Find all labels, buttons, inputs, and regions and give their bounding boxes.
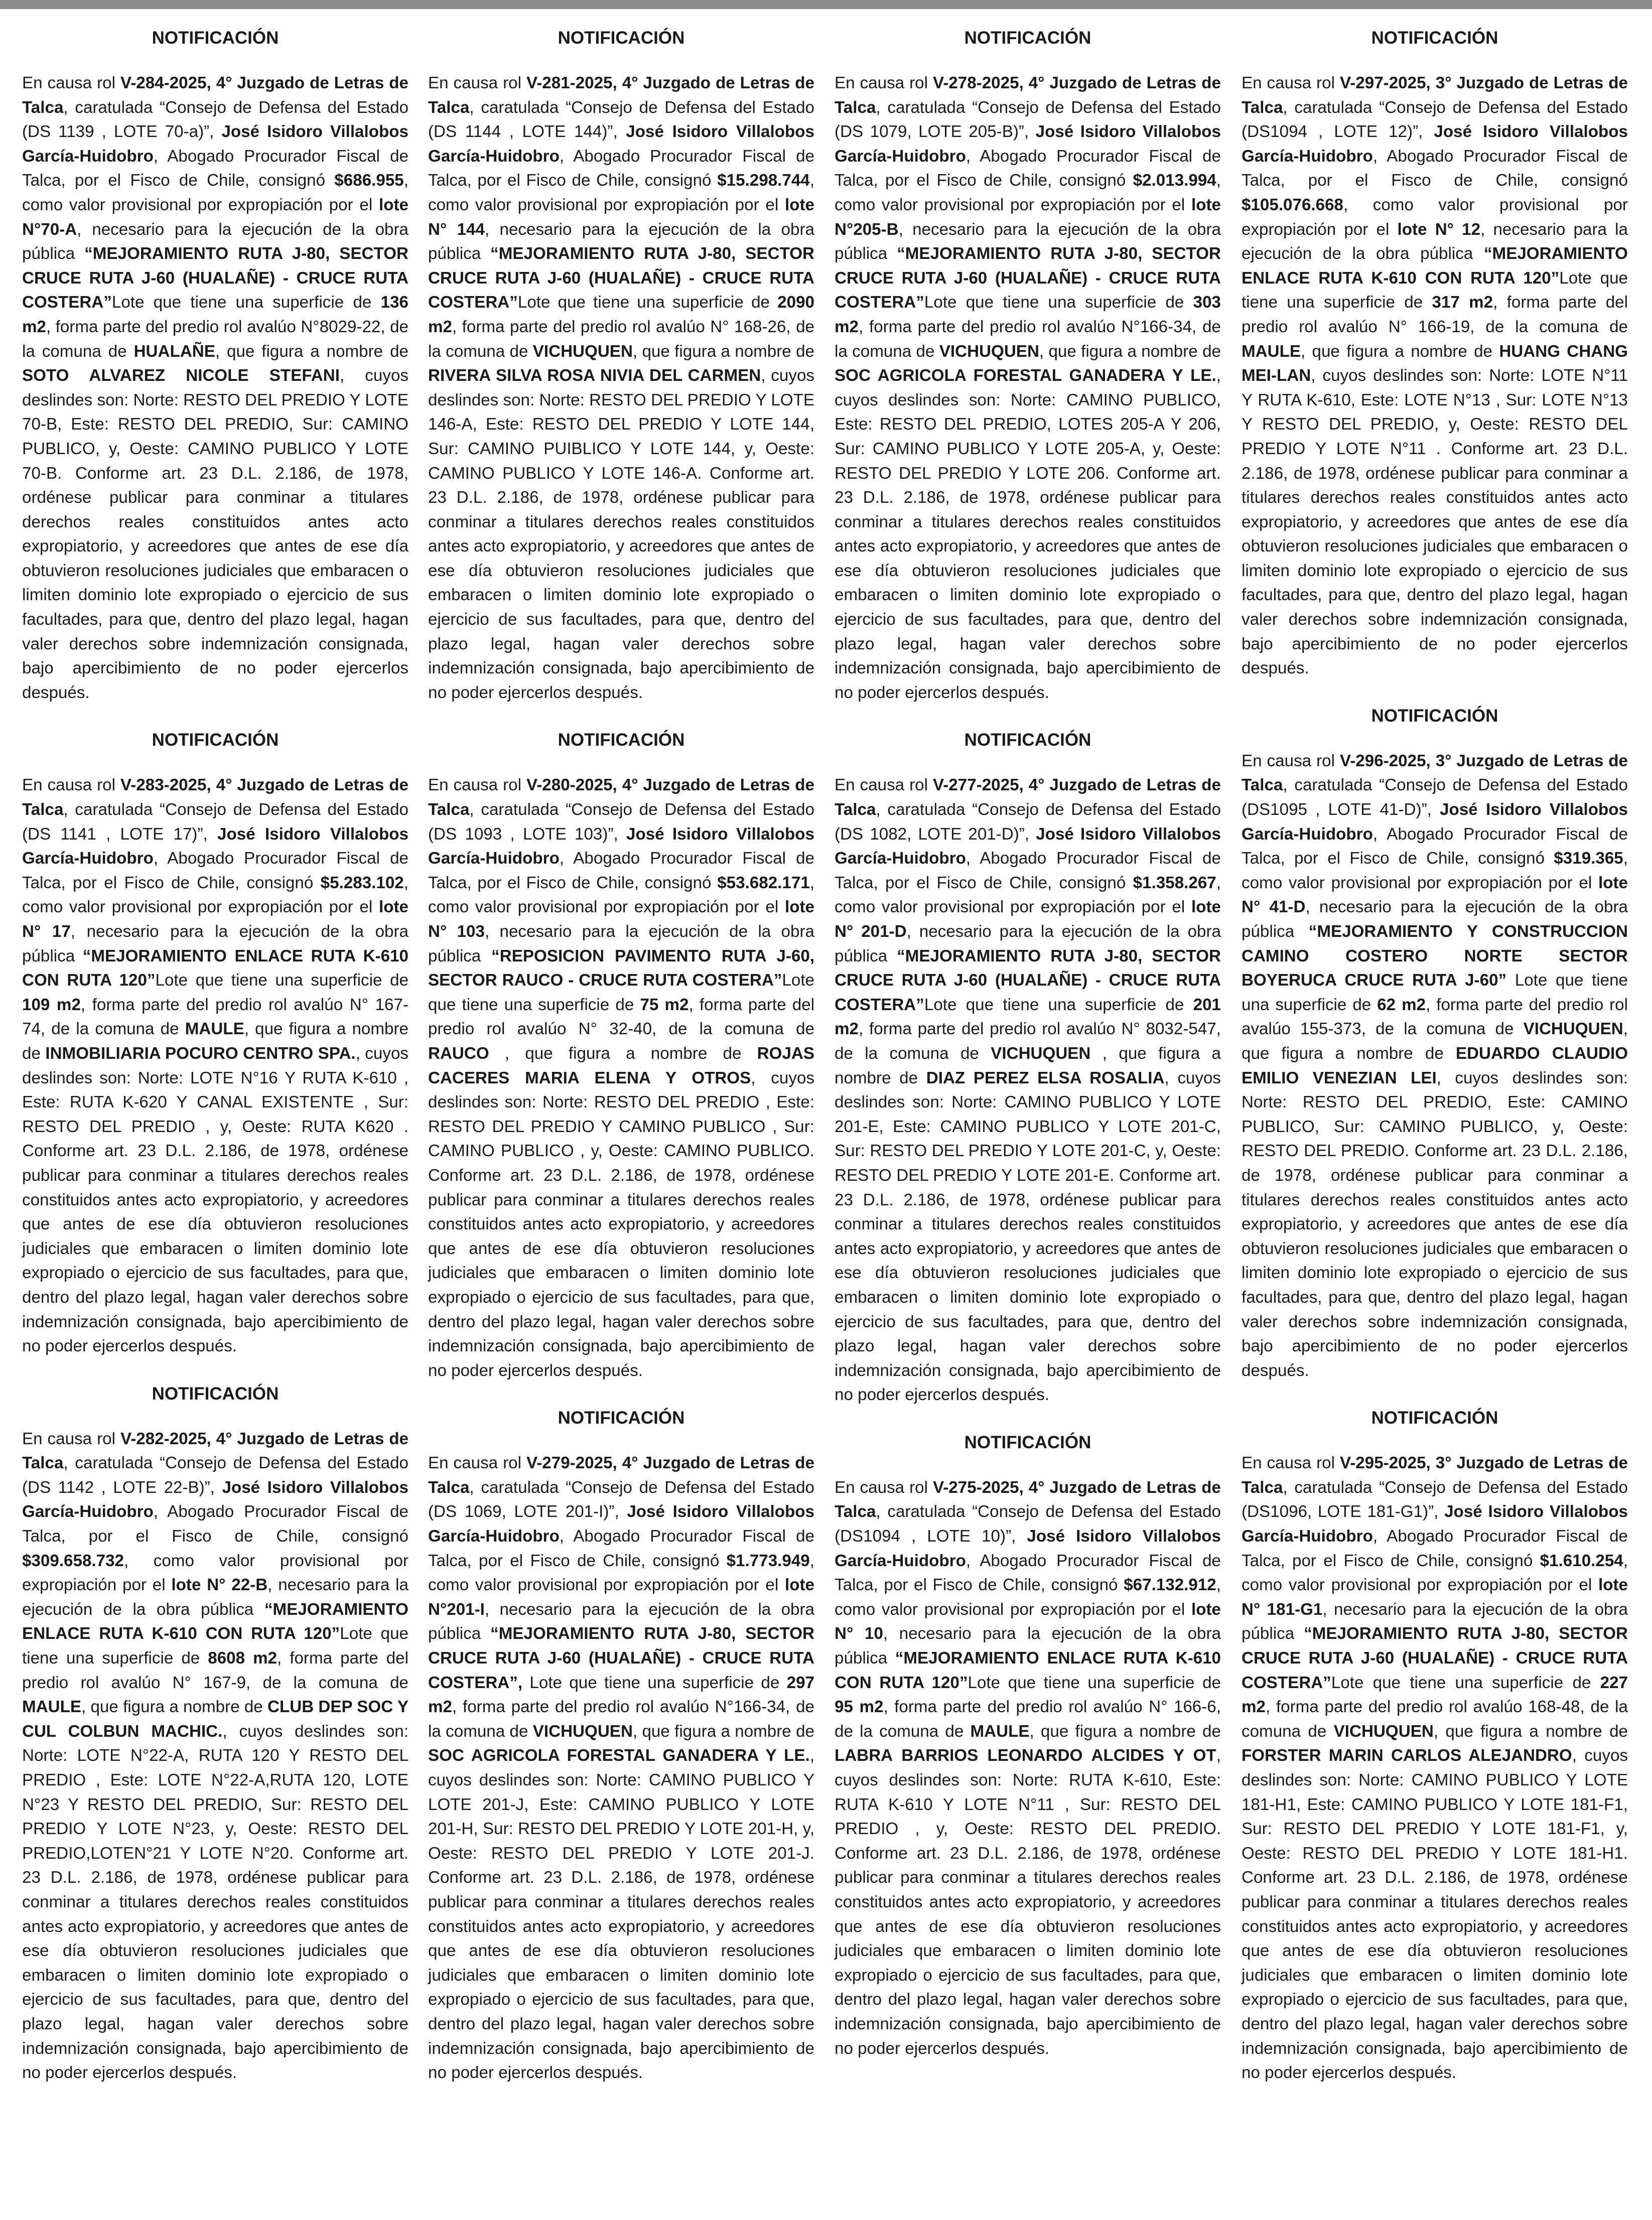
notice-text: , caratulada “Consejo de Defensa del Estado (DS 1093 , LOTE 103)”, <box>428 800 814 844</box>
notice-bold-text: $309.658.732 <box>22 1551 124 1570</box>
notice-text: , como valor provisional por expropiación por el <box>1242 849 1628 892</box>
notice-text: , necesario para la ejecución de la obra pública <box>835 220 1221 263</box>
notice-bold-text: José Isidoro Villalobos García-Huidobro <box>835 824 1221 868</box>
notice-bold-text: V-278-2025, 4° Juzgado de Letras de Talca <box>835 74 1221 117</box>
notice-bold-text: $319.365 <box>1554 849 1623 868</box>
notice-bold-text: 75 m2 <box>640 995 689 1014</box>
column-4 <box>1242 27 1628 2110</box>
notice-bold-text: José Isidoro Villalobos García-Huidobro <box>428 1502 814 1546</box>
notice-bold-text: SOC AGRICOLA FORESTAL GANADERA Y LE. <box>428 1746 810 1765</box>
notice-bold-text: $686.955 <box>334 171 404 190</box>
notice-text: , que figura a nombre de <box>632 342 814 361</box>
notice-bold-text: $105.076.668 <box>1242 195 1344 214</box>
notice-text: , como valor provisional por expropiación por el <box>1242 195 1628 239</box>
notice-bold-text: “MEJORAMIENTO RUTA J-80, SECTOR CRUCE RUTA J-60 (HUALAÑE) - CRUCE RUTA COSTERA” <box>835 244 1221 312</box>
notice-text: En causa rol <box>835 1478 933 1497</box>
notice-bold-text: FORSTER MARIN CARLOS ALEJANDRO <box>1242 1746 1572 1765</box>
notice-bold-text: RIVERA SILVA ROSA NIVIA DEL CARMEN <box>428 366 761 385</box>
notice-text: En causa rol <box>428 776 526 795</box>
notice-bold-text: $5.283.102 <box>320 873 404 892</box>
notice-bold-text: $67.132.912 <box>1124 1576 1216 1595</box>
notice-bold-text: 95 m2 <box>835 1698 884 1717</box>
notice-text: , caratulada “Consejo de Defensa del Estado (DS 1142 , LOTE 22-B)”, <box>22 1454 408 1497</box>
notice-text: , cuyos deslindes son: Norte: RESTO DEL PREDIO, Este: CAMINO PUBLICO, Sur: CAMINO PUBLICO, y, Oeste: RESTO DEL PREDIO. Conforme art. 23 D.L. 2.186, de 1978, ordénese publicar para conminar a titulares derechos reales constituidos antes acto expropiatorio, y acreedores que antes de ese día obtuvieron resoluciones judiciales que embaracen o limiten dominio lote expropiado o ejercicio de sus facultades, para que, dentro del plazo legal, hagan valer derechos sobre indemnización consignada, bajo apercibimiento de no poder ejercerlos después. <box>1242 1068 1628 1380</box>
notice-bold-text: “MEJORAMIENTO RUTA J-80, SECTOR CRUCE RUTA J-60 (HUALAÑE) - CRUCE RUTA COSTERA”, <box>428 1624 815 1692</box>
notice <box>428 1407 814 2085</box>
notice-text: Lote que tiene una superficie de <box>1242 971 1628 1014</box>
notice-bold-text: 62 m2 <box>1377 995 1426 1014</box>
notice-text: , necesario para la ejecución de la obra pública <box>22 1576 408 1619</box>
notice-text: , cuyos deslindes son: Norte: CAMINO PUBLICO Y LOTE 201-J, Este: CAMINO PUBLICO Y LOTE 201-H, Sur: RESTO DEL PREDIO Y LOTE 201-H, y, Oeste: RESTO DEL PREDIO Y LOTE 201-J. Conforme art. 23 D.L. 2.186, de 1978, ordénese publicar para conminar a titulares derechos reales constituidos antes acto expropiatorio, y acreedores que antes de ese día obtuvieron resoluciones judiciales que embaracen o limiten dominio lote expropiado o ejercicio de sus facultades, para que, dentro del plazo legal, hagan valer derechos sobre indemnización consignada, bajo apercibimiento de no poder ejercerlos después. <box>428 1746 814 2083</box>
notice-text: , forma parte del predio rol avalúo N°166-34, de la comuna de <box>835 317 1221 361</box>
notice-text: , necesario para la ejecución de la obra pública <box>835 1624 1221 1668</box>
notice-text: , que figura a nombre de <box>1433 1722 1628 1741</box>
notice-text: En causa rol <box>835 74 933 92</box>
notice-text: , que figura a nombre de <box>215 342 408 361</box>
notice-bold-text: SOTO ALVAREZ NICOLE STEFANI <box>22 366 340 385</box>
notice-body <box>835 773 1221 1407</box>
notice-body <box>835 1476 1221 2061</box>
notice-text: , forma parte del predio rol avalúo N° 8032-547, de la comuna de <box>835 1020 1221 1063</box>
notice-text: , forma parte del predio rol avalúo N°8029-22, de la comuna de <box>22 317 408 361</box>
notice-title: NOTIFICACIÓN <box>558 28 685 48</box>
notice-bold-text: HUANG CHANG MEI-LAN <box>1242 342 1628 385</box>
notice-text: , necesario para la ejecución de la obra pública <box>1242 220 1628 263</box>
notice-title: NOTIFICACIÓN <box>964 1432 1091 1452</box>
notice-bold-text: INMOBILIARIA POCURO CENTRO SPA. <box>45 1044 356 1063</box>
notice-bold-text: lote N°70-A <box>22 195 408 239</box>
notice-text: , que figura a nombre de <box>1242 1020 1628 1063</box>
notice-body <box>22 71 408 705</box>
notice-bold-text: V-295-2025, 3° Juzgado de Letras de Talca <box>1242 1454 1628 1497</box>
notice-text: En causa rol <box>428 74 526 92</box>
notice-text: , necesario para la ejecución de la obra pública <box>22 922 409 965</box>
notice-text: Lote que tiene una superficie de <box>924 293 1193 312</box>
notice-bold-text: 201 m2 <box>835 995 1221 1039</box>
notice-text: , forma parte del predio rol avalúo 155-373, de la comuna de <box>1242 995 1628 1039</box>
notice-body <box>1242 1451 1628 2085</box>
notice-text: , Abogado Procurador Fiscal de Talca, por el Fisco de Chile, consignó <box>22 147 408 190</box>
notice-bold-text: CLUB DEP SOC Y CUL COLBUN MACHIC. <box>22 1698 408 1741</box>
top-rule <box>0 0 1652 9</box>
notice-text: , necesario para la ejecución de la obra pública <box>1242 898 1628 941</box>
notice-text: , Abogado Procurador Fiscal de Talca, por el Fisco de Chile, consignó <box>835 1551 1221 1595</box>
notice-text: , forma parte del predio rol avalúo N° 167-74, de la comuna de <box>22 995 408 1039</box>
notice-bold-text: VICHUQUEN <box>532 1722 633 1741</box>
notice-text: Lote que tiene una superficie de <box>1331 1673 1600 1692</box>
notice-bold-text: $1.773.949 <box>726 1551 810 1570</box>
notice-bold-text: “MEJORAMIENTO Y CONSTRUCCION CAMINO COSTERO NORTE SECTOR BOYERUCA CRUCE RUTA J-60” <box>1242 922 1628 990</box>
notice <box>22 1383 408 2086</box>
notice-bold-text: MAULE <box>185 1020 244 1039</box>
notice-bold-text: V-275-2025, 4° Juzgado de Letras de Talca <box>835 1478 1221 1521</box>
notice-bold-text: José Isidoro Villalobos García-Huidobro <box>835 1527 1221 1570</box>
notice-bold-text: José Isidoro Villalobos García-Huidobro <box>835 122 1221 166</box>
notice-text: , caratulada “Consejo de Defensa del Estado (DS1094 , LOTE 10)”, <box>835 1502 1221 1546</box>
notice-bold-text: HUALAÑE <box>133 342 215 361</box>
notice-text: Lote que tiene una superficie de <box>517 293 778 312</box>
notice <box>428 27 814 705</box>
notice-title: NOTIFICACIÓN <box>152 28 279 48</box>
notice-body <box>835 71 1221 705</box>
notice-text: , como valor provisional por expropiación por el <box>835 171 1221 214</box>
notice-bold-text: V-297-2025, 3° Juzgado de Letras de Talca <box>1242 74 1628 117</box>
notice-text: , cuyos deslindes son: Norte: RUTA K-610, Este: RUTA K-610 Y LOTE N°11 , Sur: RESTO DEL PREDIO , y, Oeste: RESTO DEL PREDIO. Conforme art. 23 D.L. 2.186, de 1978, ordénese publicar para conminar a titulares derechos reales constituidos antes acto expropiatorio, y acreedores que antes de ese día obtuvieron resoluciones judiciales que embaracen o limiten dominio lote expropiado o ejercicio de sus facultades, para que, dentro del plazo legal, hagan valer derechos sobre indemnización consignada, bajo apercibimiento de no poder ejercerlos después. <box>835 1746 1221 2058</box>
notice-bold-text: José Isidoro Villalobos García-Huidobro <box>22 1478 408 1521</box>
notice-bold-text: José Isidoro Villalobos García-Huidobro <box>22 122 408 166</box>
notice-text: , que figura a nombre de <box>835 1044 1221 1087</box>
notice-bold-text: $2.013.994 <box>1133 171 1216 190</box>
notice-title: NOTIFICACIÓN <box>964 28 1091 48</box>
notice-bold-text: 109 m2 <box>22 995 81 1014</box>
notice-text: , como valor provisional por expropiación por el <box>835 1576 1221 1619</box>
notice-bold-text: $1.610.254 <box>1540 1551 1623 1570</box>
notice-text: , forma parte del predio rol avalúo N° 32-40, de la comuna de <box>428 995 814 1039</box>
notice-bold-text: VICHUQUEN <box>939 342 1039 361</box>
notice-bold-text: V-279-2025, 4° Juzgado de Letras de Talca <box>428 1454 814 1497</box>
notice-text: , cuyos deslindes son: Norte: CAMINO PUBLICO Y LOTE 201-E, Este: CAMINO PUBLICO Y LOTE 201-C, Sur: RESTO DEL PREDIO Y LOTE 201-C, y, Oeste: RESTO DEL PREDIO Y LOTE 201-E. Conforme art. 23 D.L. 2.186, de 1978, ordénese publicar para conminar a titulares derechos reales constituidos antes acto expropiatorio, y acreedores que antes de ese día obtuvieron resoluciones judiciales que embaracen o limiten dominio lote expropiado o ejercicio de sus facultades, para que, dentro del plazo legal, hagan valer derechos sobre indemnización consignada, bajo apercibimiento de no poder ejercerlos después. <box>835 1068 1221 1405</box>
notice-text: Lote que tiene una superficie de <box>155 971 408 990</box>
notice-text: , cuyos deslindes son: Norte: RESTO DEL PREDIO Y LOTE 70-B, Este: RESTO DEL PREDIO, Sur: CAMINO PUBLICO, y, Oeste: CAMINO PUBLICO Y LOTE 70-B. Conforme art. 23 D.L. 2.186, de 1978, ordénese publicar para conminar a titulares derechos reales constituidos antes acto expropiatorio, y acreedores que antes de ese día obtuvieron resoluciones judiciales que embaracen o limiten dominio lote expropiado o ejercicio de sus facultades, para que, dentro del plazo legal, hagan valer derechos sobre indemnización consignada, bajo apercibimiento de no poder ejercerlos después. <box>22 366 408 702</box>
notice-bold-text: “MEJORAMIENTO ENLACE RUTA K-610 CON RUTA 120” <box>835 1649 1221 1692</box>
notice-text: , caratulada “Consejo de Defensa del Estado (DS1094 , LOTE 12)”, <box>1242 98 1628 142</box>
notice-bold-text: V-280-2025, 4° Juzgado de Letras de Talca <box>428 776 814 819</box>
notice-text: , como valor provisional por expropiación por el <box>428 873 814 917</box>
notice-bold-text: lote N° 144 <box>428 195 814 239</box>
notice-text: , como valor provisional por expropiación por el <box>428 171 814 214</box>
notice-text: , necesario para la ejecución de la obra pública <box>22 220 408 263</box>
notice-bold-text: lote N°201-I <box>428 1576 814 1619</box>
notice-body <box>22 773 408 1358</box>
notice-bold-text: V-283-2025, 4° Juzgado de Letras de Talca <box>22 776 408 819</box>
notice-bold-text: José Isidoro Villalobos García-Huidobro <box>428 824 814 868</box>
notice-text: , como valor provisional por expropiación por el <box>1242 1551 1628 1595</box>
notice-bold-text: lote N° 22-B <box>171 1576 268 1595</box>
notice-text: , Abogado Procurador Fiscal de Talca, por el Fisco de Chile, consignó <box>22 1502 408 1546</box>
notice-bold-text: “MEJORAMIENTO ENLACE RUTA K-610 CON RUTA 120” <box>22 946 409 990</box>
notice-text: Lote que tiene una superficie de <box>968 1673 1221 1692</box>
notice-text: Lote que tiene una superficie de <box>924 995 1193 1014</box>
notice-text: , Abogado Procurador Fiscal de Talca, por el Fisco de Chile, consignó <box>428 147 814 190</box>
notice-title: NOTIFICACIÓN <box>152 730 279 750</box>
notice-bold-text: lote N° 12 <box>1397 220 1481 239</box>
notice-text: , caratulada “Consejo de Defensa del Estado (DS 1141 , LOTE 17)”, <box>22 800 408 844</box>
notice-text: , Abogado Procurador Fiscal de Talca, por el Fisco de Chile, consignó <box>835 849 1221 892</box>
notice-title: NOTIFICACIÓN <box>558 1408 685 1428</box>
notice-bold-text: lote N° 201-D <box>835 898 1221 941</box>
notice-body <box>428 773 814 1383</box>
notice-body <box>428 1451 814 2085</box>
notice-text: , que figura a nombre de <box>1301 342 1499 361</box>
notice-bold-text: V-284-2025, 4° Juzgado de Letras de Talca <box>22 74 408 117</box>
notice-text: , que figura a nombre de <box>22 1020 408 1063</box>
notice-text: , necesario para la ejecución de la obra pública <box>428 220 814 263</box>
notice-text: , Abogado Procurador Fiscal de Talca, por el Fisco de Chile, consignó <box>428 1527 814 1570</box>
notice <box>835 27 1221 705</box>
notice-text: , que figura a nombre de <box>81 1698 267 1717</box>
notice-title: NOTIFICACIÓN <box>1371 706 1498 726</box>
notice-bold-text: DIAZ PEREZ ELSA ROSALIA <box>926 1068 1165 1087</box>
notice-bold-text: lote N° 10 <box>835 1600 1221 1643</box>
notice-text: , como valor provisional por expropiación por el <box>428 1551 814 1595</box>
notice-text: , forma parte del predio rol avalúo 168-48, de la comuna de <box>1242 1698 1628 1741</box>
notice-bold-text: José Isidoro Villalobos García-Huidobro <box>1242 122 1628 166</box>
notice-text: , que figura a nombre de <box>1039 342 1221 361</box>
notice-body <box>1242 71 1628 681</box>
notice-bold-text: 8608 m2 <box>208 1649 278 1668</box>
notice-bold-text: 317 m2 <box>1432 293 1493 312</box>
notice-bold-text: “MEJORAMIENTO RUTA J-80, SECTOR CRUCE RUTA J-60 (HUALAÑE) - CRUCE RUTA COSTERA” <box>835 946 1221 1014</box>
notice-bold-text: $15.298.744 <box>717 171 810 190</box>
notice-body <box>1242 749 1628 1383</box>
notice-bold-text: V-277-2025, 4° Juzgado de Letras de Talca <box>835 776 1221 819</box>
notice-text: En causa rol <box>1242 751 1340 770</box>
notice-bold-text: V-296-2025, 3° Juzgado de Letras de Talca <box>1242 751 1628 795</box>
notice-text: , caratulada “Consejo de Defensa del Estado (DS 1079, LOTE 205-B)”, <box>835 98 1221 142</box>
notice-body <box>428 71 814 705</box>
notice-text: , como valor provisional por expropiación por el <box>835 873 1221 917</box>
notice-bold-text: lote N° 17 <box>22 898 408 941</box>
notice-text: , Abogado Procurador Fiscal de Talca, por el Fisco de Chile, consignó <box>428 849 814 892</box>
notice-text: , necesario para la ejecución de la obra pública <box>835 922 1221 965</box>
notice-bold-text: lote N° 181-G1 <box>1242 1576 1628 1619</box>
notice <box>835 1432 1221 2061</box>
column-2 <box>428 27 814 2110</box>
notice <box>1242 27 1628 681</box>
notice-bold-text: VICHUQUEN <box>532 342 633 361</box>
notice-text: En causa rol <box>22 1429 120 1448</box>
notice-text: , caratulada “Consejo de Defensa del Estado (DS 1139 , LOTE 70-a)”, <box>22 98 408 142</box>
notice-bold-text: lote N° 103 <box>428 898 814 941</box>
notice-text: , cuyos deslindes son: Norte: RESTO DEL PREDIO Y LOTE 146-A, Este: RESTO DEL PREDIO Y LOTE 144, Sur: CAMINO PUIBLICO Y LOTE 144, y, Oeste: CAMINO PUBLICO Y LOTE 146-A. Conforme art. 23 D.L. 2.186, de 1978, ordénese publicar para conminar a titulares derechos reales constituidos antes acto expropiatorio, y acreedores que antes de ese día obtuvieron resoluciones judiciales que embaracen o limiten dominio lote expropiado o ejercicio de sus facultades, para que, dentro del plazo legal, hagan valer derechos sobre indemnización consignada, bajo apercibimiento de no poder ejercerlos después. <box>428 366 814 702</box>
notice-text: Lote que tiene una superficie de <box>428 971 814 1014</box>
notice-text: , como valor provisional por expropiación por el <box>22 171 408 214</box>
notice-text: , Abogado Procurador Fiscal de Talca, por el Fisco de Chile, consignó <box>1242 824 1628 868</box>
notice-bold-text: “MEJORAMIENTO ENLACE RUTA K-610 CON RUTA 120” <box>1242 244 1628 288</box>
notice-text: En causa rol <box>1242 1454 1340 1473</box>
notice-text: , forma parte del predio rol avalúo N° 166-6, de la comuna de <box>835 1698 1221 1741</box>
notice-text: , cuyos deslindes son: Norte: RESTO DEL PREDIO , Este: RESTO DEL PREDIO Y CAMINO PUBLICO , Sur: CAMINO PUBLICO , y, Oeste: CAMINO PUBLICO. Conforme art. 23 D.L. 2.186, de 1978, ordénese publicar para conminar a titulares derechos reales constituidos antes acto expropiatorio, y acreedores que antes de ese día obtuvieron resoluciones judiciales que embaracen o limiten dominio lote expropiado o ejercicio de sus facultades, para que, dentro del plazo legal, hagan valer derechos sobre indemnización consignada, bajo apercibimiento de no poder ejercerlos después. <box>428 1068 814 1380</box>
notice <box>1242 1407 1628 2085</box>
notice-text: Lote que tiene una superficie de <box>111 293 381 312</box>
notice-bold-text: “REPOSICION PAVIMENTO RUTA J-60, SECTOR RAUCO - CRUCE RUTA COSTERA” <box>428 946 815 990</box>
notice-text: , forma parte del predio rol avalúo N° 168-26, de la comuna de <box>428 317 814 361</box>
notice-text: Lote que tiene una superficie de <box>1242 268 1628 312</box>
notice-bold-text: VICHUQUEN <box>1523 1020 1623 1039</box>
notice-bold-text: MAULE <box>22 1698 81 1717</box>
column-3 <box>835 27 1221 2085</box>
notice-bold-text: EDUARDO CLAUDIO EMILIO VENEZIAN LEI <box>1242 1044 1628 1087</box>
notice-bold-text: José Isidoro Villalobos García-Huidobro <box>1242 800 1628 844</box>
notice-text: , Abogado Procurador Fiscal de Talca, por el Fisco de Chile, consignó <box>22 849 408 892</box>
notice-text: En causa rol <box>22 776 120 795</box>
notice-text: , necesario para la ejecución de la obra pública <box>428 922 814 965</box>
notice-bold-text: VICHUQUEN <box>991 1044 1091 1063</box>
notice-bold-text: MAULE <box>970 1722 1030 1741</box>
notice-bold-text: RAUCO <box>428 1044 489 1063</box>
notice-text: , cuyos deslindes son: Norte: CAMINO PUBLICO Y LOTE 181-H1, Este: CAMINO PUBLICO Y LOTE 181-F1, Sur: RESTO DEL PREDIO Y LOTE 181-F1, y, Oeste: RESTO DEL PREDIO Y LOTE 181-H1. Conforme art. 23 D.L. 2.186, de 1978, ordénese publicar para conminar a titulares derechos reales constituidos antes acto expropiatorio, y acreedores que antes de ese día obtuvieron resoluciones judiciales que embaracen o limiten dominio lote expropiado o ejercicio de sus facultades, para que, dentro del plazo legal, hagan valer derechos sobre indemnización consignada, bajo apercibimiento de no poder ejercerlos después. <box>1242 1746 1628 2083</box>
notice-text: , caratulada “Consejo de Defensa del Estado (DS 1082, LOTE 201-D)”, <box>835 800 1221 844</box>
notice-text: , caratulada “Consejo de Defensa del Estado (DS1096, LOTE 181-G1)”, <box>1242 1478 1628 1521</box>
notice-text: , necesario para la ejecución de la obra pública <box>1242 1600 1628 1643</box>
notice-bold-text: 227 m2 <box>1242 1673 1628 1717</box>
notice-text: , que figura a nombre de <box>489 1044 757 1063</box>
notice-text: , que figura a nombre de <box>1029 1722 1221 1741</box>
notice-bold-text: José Isidoro Villalobos García-Huidobro <box>428 122 814 166</box>
notice-text: , forma parte del predio rol avalúo N° 167-9, de la comuna de <box>22 1649 408 1692</box>
notice-text: , necesario para la ejecución de la obra pública <box>428 1600 814 1643</box>
notice-title: NOTIFICACIÓN <box>152 1383 279 1404</box>
notice-text: , cuyos deslindes son: Norte: LOTE N°16 Y RUTA K-610 , Este: RUTA K-620 Y CANAL EXISTENTE , Sur: RESTO DEL PREDIO , y, Oeste: RUTA K620 . Conforme art. 23 D.L. 2.186, de 1978, ordénese publicar para conminar a titulares derechos reales constituidos antes acto expropiatorio, y acreedores que antes de ese día obtuvieron resoluciones judiciales que embaracen o limiten dominio lote expropiado o ejercicio de sus facultades, para que, dentro del plazo legal, hagan valer derechos sobre indemnización consignada, bajo apercibimiento de no poder ejercerlos después. <box>22 1044 409 1356</box>
notice-body <box>22 1427 408 2086</box>
notice-bold-text: 2090 m2 <box>428 293 814 336</box>
notice-bold-text: V-282-2025, 4° Juzgado de Letras de Talca <box>22 1429 408 1473</box>
notice-bold-text: 303 m2 <box>835 293 1221 336</box>
notice-bold-text: 136 m2 <box>22 293 408 336</box>
notice-bold-text: ROJAS CACERES MARIA ELENA Y OTROS <box>428 1044 814 1087</box>
notice-text: , caratulada “Consejo de Defensa del Estado (DS 1069, LOTE 201-I)”, <box>428 1478 814 1521</box>
notice-title: NOTIFICACIÓN <box>558 730 685 750</box>
notice-text: , caratulada “Consejo de Defensa del Estado (DS 1144 , LOTE 144)”, <box>428 98 814 142</box>
notice <box>22 27 408 705</box>
notice <box>428 729 814 1383</box>
notice-bold-text: “MEJORAMIENTO RUTA J-80, SECTOR CRUCE RUTA J-60 (HUALAÑE) - CRUCE RUTA COSTERA” <box>428 244 815 312</box>
notice <box>22 729 408 1358</box>
notice-text: , Abogado Procurador Fiscal de Talca, por el Fisco de Chile, consignó <box>835 147 1221 190</box>
notice <box>1242 705 1628 1383</box>
notice-text: En causa rol <box>22 74 120 92</box>
notice-bold-text: LABRA BARRIOS LEONARDO ALCIDES Y OT <box>835 1746 1216 1765</box>
notice-text: , como valor provisional por expropiación por el <box>22 873 408 917</box>
notice-text: , cuyos deslindes son: Norte: CAMINO PUBLICO, Este: RESTO DEL PREDIO, LOTES 205-A Y 206, Sur: CAMINO PUBLICO Y LOTE 205-A, y, Oeste: RESTO DEL PREDIO Y LOTE 206. Conforme art. 23 D.L. 2.186, de 1978, ordénese publicar para conminar a titulares derechos reales constituidos antes acto expropiatorio, y acreedores que antes de ese día obtuvieron resoluciones judiciales que embaracen o limiten dominio lote expropiado o ejercicio de sus facultades, para que, dentro del plazo legal, hagan valer derechos sobre indemnización consignada, bajo apercibimiento de no poder ejercerlos después. <box>835 366 1221 702</box>
notice-text: En causa rol <box>428 1454 526 1473</box>
notice-bold-text: $53.682.171 <box>717 873 810 892</box>
notice-text: Lote que tiene una superficie de <box>22 1624 409 1668</box>
notice-title: NOTIFICACIÓN <box>1371 28 1498 48</box>
notice-bold-text: 297 m2 <box>428 1673 814 1717</box>
notice-text: , como valor provisional por expropiación por el <box>22 1551 408 1595</box>
notice <box>835 729 1221 1407</box>
notice-title: NOTIFICACIÓN <box>1371 1408 1498 1428</box>
notice-text: , que figura a nombre de <box>632 1722 814 1741</box>
notice-bold-text: lote N° 41-D <box>1242 873 1628 917</box>
notice-title: NOTIFICACIÓN <box>964 730 1091 750</box>
notice-bold-text: MAULE <box>1242 342 1301 361</box>
notice-text: Lote que tiene una superficie de <box>522 1673 787 1692</box>
notice-text: En causa rol <box>1242 74 1340 92</box>
notice-text: , caratulada “Consejo de Defensa del Estado (DS1095 , LOTE 41-D)”, <box>1242 776 1628 819</box>
notice-bold-text: José Isidoro Villalobos García-Huidobro <box>1242 1502 1628 1546</box>
notice-text: , forma parte del predio rol avalúo N° 166-19, de la comuna de <box>1242 293 1628 336</box>
notice-bold-text: VICHUQUEN <box>1333 1722 1434 1741</box>
notice-bold-text: $1.358.267 <box>1133 873 1216 892</box>
notice-text: , cuyos deslindes son: Norte: LOTE N°11 Y RUTA K-610, Este: LOTE N°13 , Sur: LOTE N°13 Y RESTO DEL PREDIO, y, Oeste: RESTO DEL PREDIO Y LOTE N°11 . Conforme art. 23 D.L. 2.186, de 1978, ordénese publicar para conminar a titulares derechos reales constituidos antes acto expropiatorio, y acreedores que antes de ese día obtuvieron resoluciones judiciales que embaracen o limiten dominio lote expropiado o ejercicio de sus facultades, para que, dentro del plazo legal, hagan valer derechos sobre indemnización consignada, bajo apercibimiento de no poder ejercerlos después. <box>1242 366 1628 678</box>
notice-text: , Abogado Procurador Fiscal de Talca, por el Fisco de Chile, consignó <box>1242 1527 1628 1570</box>
notice-text: , cuyos deslindes son: Norte: LOTE N°22-A, RUTA 120 Y RESTO DEL PREDIO , Este: LOTE N°22-A,RUTA 120, LOTE N°23 Y RESTO DEL PREDIO, Sur: RESTO DEL PREDIO Y LOTE N°23, y, Oeste: RESTO DEL PREDIO,LOTEN°21 Y LOTE N°20. Conforme art. 23 D.L. 2.186, de 1978, ordénese publicar para conminar a titulares derechos reales constituidos antes acto expropiatorio, y acreedores que antes de ese día obtuvieron resoluciones judiciales que embaracen o limiten dominio lote expropiado o ejercicio de sus facultades, para que, dentro del plazo legal, hagan valer derechos sobre indemnización consignada, bajo apercibimiento de no poder ejercerlos después. <box>22 1722 408 2083</box>
notice-bold-text: SOC AGRICOLA FORESTAL GANADERA Y LE. <box>835 366 1216 385</box>
notice-bold-text: “MEJORAMIENTO ENLACE RUTA K-610 CON RUTA 120” <box>22 1600 408 1643</box>
notice-bold-text: “MEJORAMIENTO RUTA J-80, SECTOR CRUCE RUTA J-60 (HUALAÑE) - CRUCE RUTA COSTERA” <box>22 244 409 312</box>
notice-bold-text: V-281-2025, 4° Juzgado de Letras de Talca <box>428 74 814 117</box>
notice-text: , Abogado Procurador Fiscal de Talca, por el Fisco de Chile, consignó <box>1242 147 1628 190</box>
notice-bold-text: José Isidoro Villalobos García-Huidobro <box>22 824 408 868</box>
notice-text: En causa rol <box>835 776 933 795</box>
notice-bold-text: “MEJORAMIENTO RUTA J-80, SECTOR CRUCE RUTA J-60 (HUALAÑE) - CRUCE RUTA COSTERA” <box>1242 1624 1628 1692</box>
notice-text: , forma parte del predio rol avalúo N°166-34, de la comuna de <box>428 1698 814 1741</box>
notice-bold-text: lote N°205-B <box>835 195 1221 239</box>
column-1 <box>22 27 408 2110</box>
